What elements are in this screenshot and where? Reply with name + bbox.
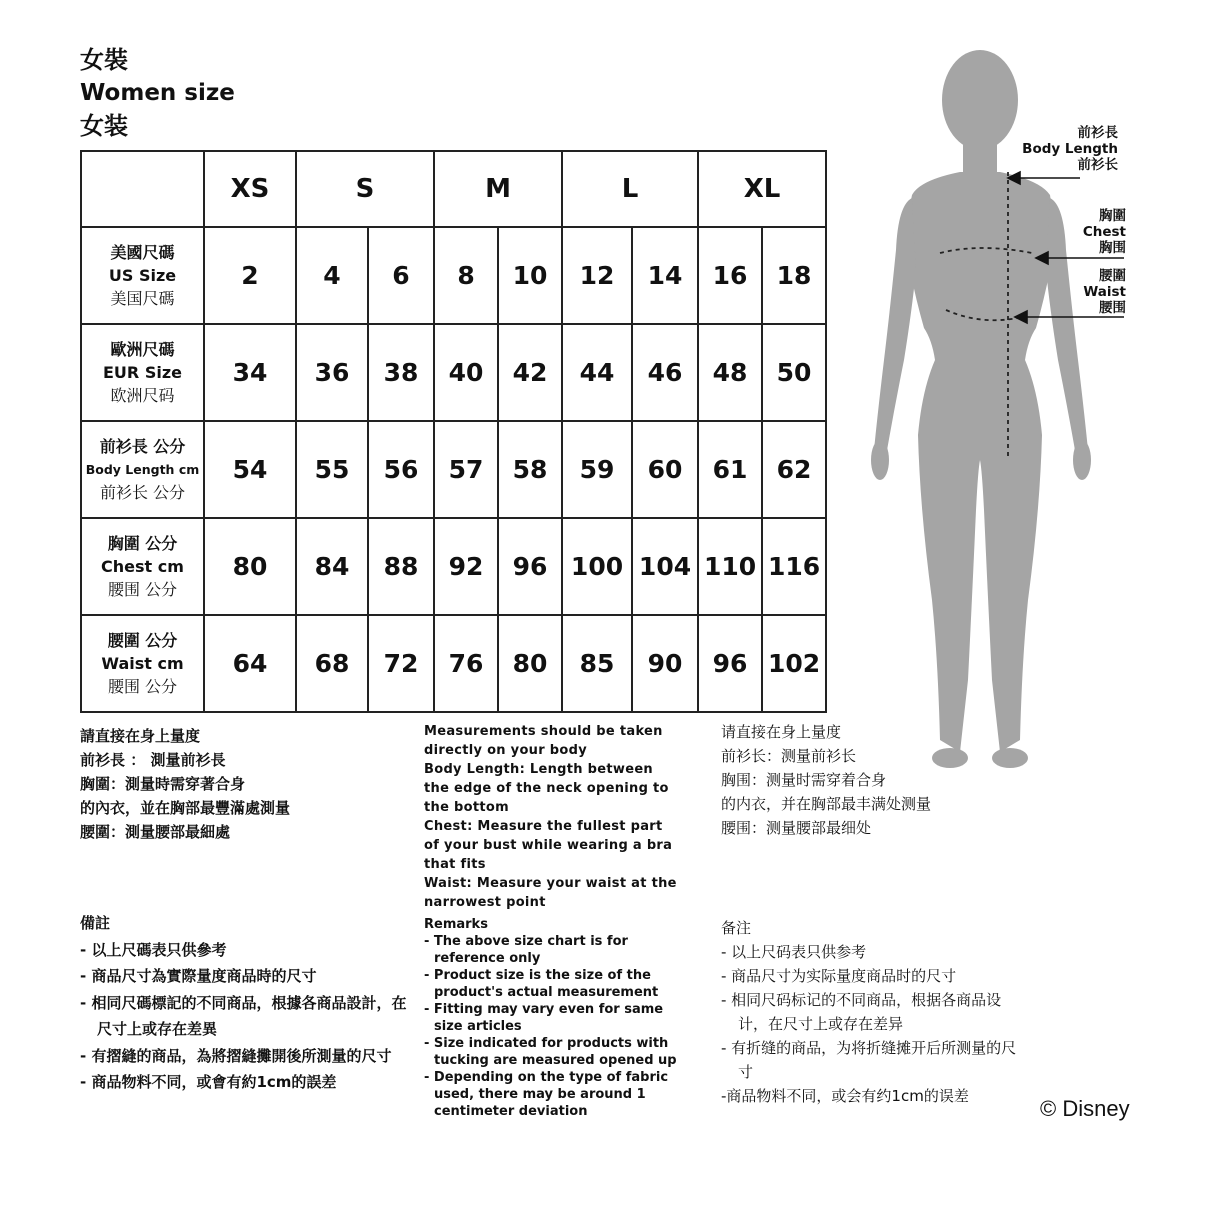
page-title bbox=[80, 44, 235, 143]
remarks-title: 備註 bbox=[80, 914, 111, 932]
instructions-en: Measurements should be taken directly on your body Body Length: Length between the edge of the neck opening to the bottom Chest: Measure the fullest part of your bust while wearing a bra that fits Waist: Measure your waist at the narrowest point bbox=[424, 724, 677, 910]
title-en: Women size bbox=[80, 80, 235, 106]
row-label: 腰圍 公分 Waist cm 腰围 公分 bbox=[81, 615, 204, 712]
list-item: - 以上尺码表只供参考 bbox=[721, 943, 867, 961]
row-label: 美國尺碼 US Size 美国尺碼 bbox=[81, 227, 204, 324]
list-item: - 商品尺寸为实际量度商品时的尺寸 bbox=[721, 967, 957, 985]
table-cell: 10 bbox=[498, 227, 562, 324]
table-row-waist bbox=[81, 615, 826, 712]
table-cell: 60 bbox=[632, 421, 698, 518]
table-cell: 62 bbox=[762, 421, 826, 518]
table-cell: 38 bbox=[368, 324, 434, 421]
table-cell: 12 bbox=[562, 227, 632, 324]
list-item: - 相同尺码标记的不同商品，根据各商品设计，在尺寸上或存在差异 bbox=[721, 991, 1002, 1033]
remarks-title: 备注 bbox=[721, 919, 752, 937]
title-zh-simp: 女装 bbox=[80, 112, 128, 140]
table-cell: 72 bbox=[368, 615, 434, 712]
size-xs: XS bbox=[204, 151, 296, 227]
size-m: M bbox=[434, 151, 562, 227]
table-cell: 76 bbox=[434, 615, 498, 712]
table-cell: 18 bbox=[762, 227, 826, 324]
table-cell: 55 bbox=[296, 421, 368, 518]
remarks-title: Remarks bbox=[424, 917, 488, 932]
table-row-us bbox=[81, 227, 826, 324]
table-row-chest bbox=[81, 518, 826, 615]
list-item: -商品物料不同，或会有约1cm的误差 bbox=[721, 1087, 969, 1105]
size-header-row bbox=[81, 151, 826, 227]
row-label: 前衫長 公分 Body Length cm 前衫长 公分 bbox=[81, 421, 204, 518]
table-cell: 56 bbox=[368, 421, 434, 518]
table-cell: 57 bbox=[434, 421, 498, 518]
list-item: - The above size chart is for reference only bbox=[424, 934, 628, 966]
remarks-trad bbox=[80, 910, 410, 1096]
table-cell: 110 bbox=[698, 518, 762, 615]
size-table bbox=[80, 150, 827, 713]
table-cell: 96 bbox=[698, 615, 762, 712]
list-item: - Depending on the type of fabric used, there may be around 1 centimeter deviation bbox=[424, 1070, 669, 1119]
size-s: S bbox=[296, 151, 434, 227]
table-cell: 100 bbox=[562, 518, 632, 615]
table-cell: 40 bbox=[434, 324, 498, 421]
table-cell: 85 bbox=[562, 615, 632, 712]
table-cell: 68 bbox=[296, 615, 368, 712]
size-l: L bbox=[562, 151, 698, 227]
table-cell: 58 bbox=[498, 421, 562, 518]
list-item: - 有摺縫的商品，為將摺縫攤開後所測量的尺寸 bbox=[80, 1046, 392, 1065]
corner-cell bbox=[81, 151, 204, 227]
label-waist: 腰圍 Waist 腰围 bbox=[1083, 268, 1126, 316]
table-cell: 80 bbox=[204, 518, 296, 615]
list-item: - 商品尺寸為實際量度商品時的尺寸 bbox=[80, 967, 317, 985]
table-cell: 16 bbox=[698, 227, 762, 324]
remarks-simp bbox=[721, 916, 1031, 1108]
list-item: - 相同尺碼標記的不同商品，根據各商品設計，在尺寸上或存在差異 bbox=[80, 993, 407, 1038]
table-cell: 46 bbox=[632, 324, 698, 421]
row-label: 胸圍 公分 Chest cm 腰围 公分 bbox=[81, 518, 204, 615]
table-cell: 6 bbox=[368, 227, 434, 324]
table-cell: 104 bbox=[632, 518, 698, 615]
row-label: 歐洲尺碼 EUR Size 欧洲尺码 bbox=[81, 324, 204, 421]
title-zh-trad: 女裝 bbox=[80, 46, 128, 74]
table-cell: 4 bbox=[296, 227, 368, 324]
table-cell: 88 bbox=[368, 518, 434, 615]
remarks-en bbox=[424, 916, 694, 1120]
copyright-text: © Disney bbox=[1040, 1096, 1130, 1121]
table-cell: 116 bbox=[762, 518, 826, 615]
table-cell: 36 bbox=[296, 324, 368, 421]
list-item: - 以上尺碼表只供參考 bbox=[80, 940, 227, 959]
table-cell: 80 bbox=[498, 615, 562, 712]
list-item: - Size indicated for products with tucking are measured opened up bbox=[424, 1036, 677, 1068]
table-cell: 54 bbox=[204, 421, 296, 518]
label-chest: 胸圍 Chest 胸围 bbox=[1082, 208, 1126, 256]
table-cell: 50 bbox=[762, 324, 826, 421]
table-cell: 92 bbox=[434, 518, 498, 615]
table-cell: 90 bbox=[632, 615, 698, 712]
list-item: - 商品物料不同，或會有約1cm的誤差 bbox=[80, 1073, 337, 1091]
table-cell: 2 bbox=[204, 227, 296, 324]
table-cell: 14 bbox=[632, 227, 698, 324]
instructions-trad: 請直接在身上量度 前衫長 ： 測量前衫長 胸圍：測量時需穿著合身 的內衣，並在胸部最豐滿處測量 腰圍：測量腰部最細處 bbox=[80, 727, 291, 841]
table-cell: 96 bbox=[498, 518, 562, 615]
table-cell: 64 bbox=[204, 615, 296, 712]
table-cell: 8 bbox=[434, 227, 498, 324]
table-cell: 59 bbox=[562, 421, 632, 518]
body-figure bbox=[860, 40, 1160, 780]
list-item: - Product size is the size of the product's actual measurement bbox=[424, 968, 659, 1000]
table-cell: 61 bbox=[698, 421, 762, 518]
table-cell: 84 bbox=[296, 518, 368, 615]
table-cell: 102 bbox=[762, 615, 826, 712]
list-item: - Fitting may vary even for same size articles bbox=[424, 1002, 664, 1034]
table-cell: 48 bbox=[698, 324, 762, 421]
instructions-simp: 请直接在身上量度 前衫长：测量前衫长 胸围：测量时需穿着合身 的内衣，并在胸部最丰满处测量 腰围：测量腰部最细处 bbox=[721, 723, 932, 837]
table-cell: 34 bbox=[204, 324, 296, 421]
table-cell: 42 bbox=[498, 324, 562, 421]
size-xl: XL bbox=[698, 151, 826, 227]
table-row-body-length bbox=[81, 421, 826, 518]
table-row-eur bbox=[81, 324, 826, 421]
list-item: - 有折缝的商品，为将折缝摊开后所测量的尺寸 bbox=[721, 1039, 1017, 1081]
label-body-length: 前衫長 Body Length 前衫长 bbox=[1022, 125, 1118, 173]
table-cell: 44 bbox=[562, 324, 632, 421]
